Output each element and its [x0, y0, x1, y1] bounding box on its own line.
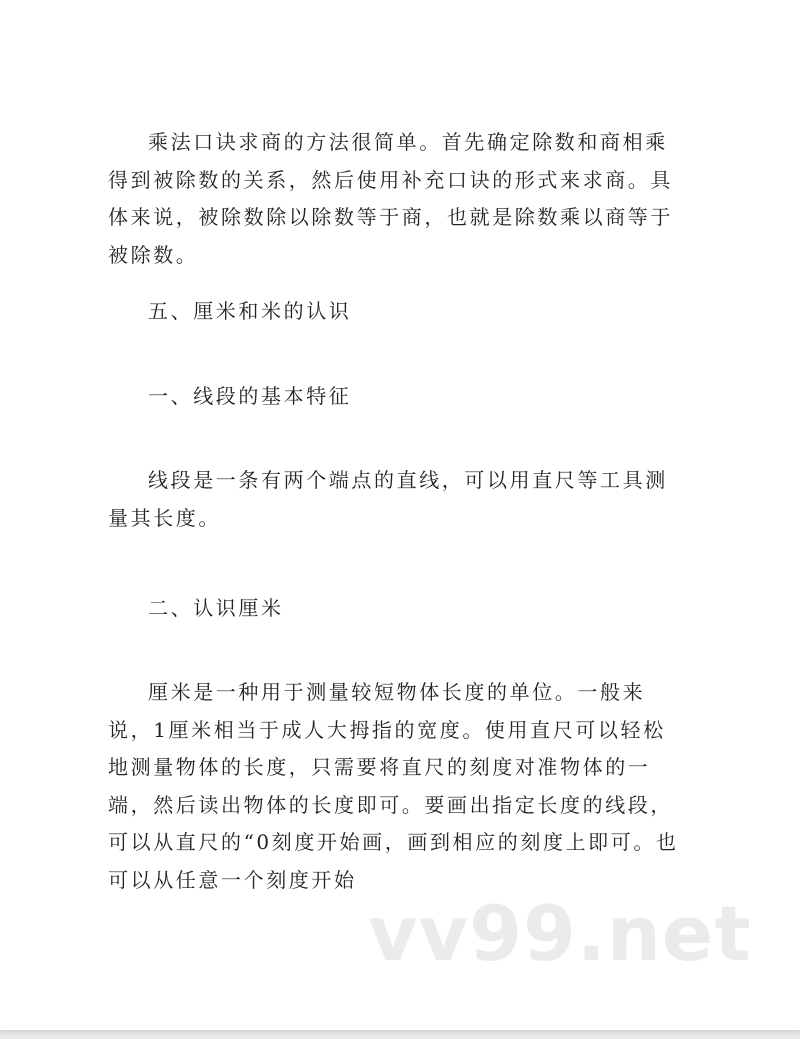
paragraph-division-method: 乘法口诀求商的方法很简单。首先确定除数和商相乘得到被除数的关系，然后使用补充口诀的形式来求商。具体来说，被除数除以除数等于商，也就是除数乘以商等于被除数。	[108, 130, 673, 267]
paragraph-centimeter: 厘米是一种用于测量较短物体长度的单位。一般来说，1厘米相当于成人大拇指的宽度。使用直尺可以轻松地测量物体的长度，只需要将直尺的刻度对准物体的一端，然后读出物体的长度即可。要画出指定长度的线段，可以从直尺的“0刻度开始画，画到相应的刻度上即可。也可以从任意一个刻度开始	[108, 680, 679, 892]
watermark: vv99.net	[368, 889, 752, 978]
subheading-line-segment: 一、线段的基本特征	[148, 384, 352, 408]
section-heading-centimeter-meter: 五、厘米和米的认识	[148, 299, 352, 323]
paragraph-line-segment: 线段是一条有两个端点的直线，可以用直尺等工具测量其长度。	[108, 468, 668, 530]
subheading-centimeter: 二、认识厘米	[148, 596, 284, 620]
